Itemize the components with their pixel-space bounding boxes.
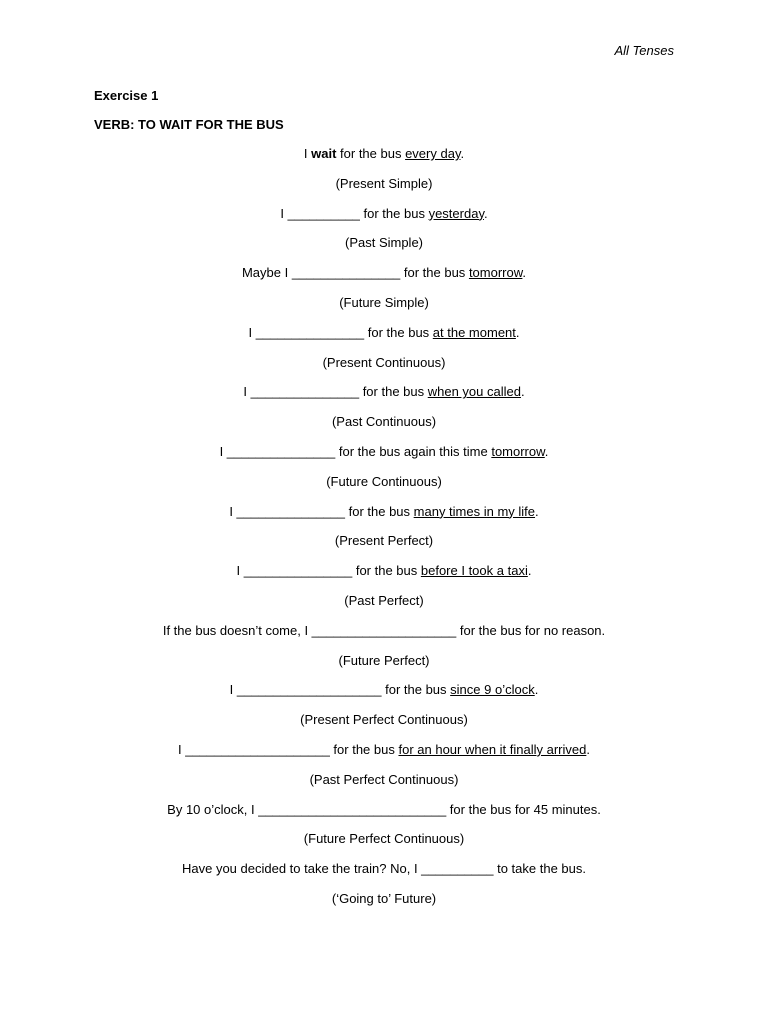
time-expression: since 9 o’clock (450, 682, 535, 698)
exercise-sentence (0, 146, 768, 176)
tense-label (0, 176, 768, 206)
sentence-text: for the bus (336, 146, 406, 161)
sentence-text: . (520, 384, 525, 400)
verb-heading: VERB: TO WAIT FOR THE BUS (94, 117, 284, 132)
sentence-text: I _______________ for the bus again this time (219, 443, 492, 459)
tense-label (0, 772, 768, 802)
tense-label (0, 891, 768, 921)
tense-label-text: (Past Perfect Continuous) (309, 771, 459, 787)
sentence-text: . (522, 265, 527, 281)
sentence-text: . (527, 563, 532, 579)
tense-label (0, 653, 768, 683)
exercise-sentence (0, 802, 768, 832)
sentence-text: . (534, 682, 539, 698)
tense-label (0, 593, 768, 623)
tense-label-text: (Past Perfect) (344, 592, 424, 608)
sentence-text: . (586, 741, 590, 757)
tense-label-text: (Future Continuous) (326, 473, 442, 489)
exercise-title: Exercise 1 (94, 88, 159, 103)
sentence-verb: wait (311, 146, 337, 161)
sentence-text: By 10 o’clock, I __________________________ for the bus for 45 minutes. (167, 801, 601, 817)
time-expression: when you called (427, 384, 521, 400)
sentence-text: I _______________ for the bus (236, 563, 421, 579)
sentence-text: . (535, 503, 539, 519)
time-expression: tomorrow (468, 265, 523, 281)
time-expression: yesterday (428, 205, 484, 221)
exercise-sentence (0, 563, 768, 593)
sentence-text: If the bus doesn’t come, I ____________________ for the bus for no reason. (162, 622, 606, 638)
tense-label (0, 533, 768, 563)
tense-label-text: (Present Simple) (335, 175, 433, 191)
sentence-text: . (460, 146, 465, 161)
time-expression: many times in my life (413, 503, 536, 519)
sentence-text: I ____________________ for the bus (178, 741, 399, 757)
exercise-sentence (0, 742, 768, 772)
exercise-sentence (0, 265, 768, 295)
exercise-sentence (0, 504, 768, 534)
tense-label-text: (Future Simple) (339, 294, 429, 310)
tense-label-text: (Future Perfect Continuous) (303, 831, 465, 847)
exercise-sentence (0, 325, 768, 355)
exercise-sentence (0, 682, 768, 712)
tense-label-text: (Present Perfect Continuous) (300, 712, 468, 728)
tense-label (0, 831, 768, 861)
sentence-text: I __________ for the bus (280, 205, 429, 221)
sentence-text: I (303, 146, 312, 161)
sentence-text: I ____________________ for the bus (229, 682, 451, 698)
tense-label-text: (Past Continuous) (331, 414, 437, 430)
exercise-lines (0, 146, 768, 921)
exercise-sentence (0, 206, 768, 236)
sentence-text: Have you decided to take the train? No, I __________ to take the bus. (181, 861, 586, 877)
sentence-text: I _______________ for the bus (229, 503, 414, 519)
time-expression: at the moment (432, 324, 516, 340)
tense-label-text: (Present Continuous) (322, 354, 446, 370)
tense-label-text: (Present Perfect) (334, 533, 434, 549)
time-expression: every day (405, 146, 461, 161)
header-label: All Tenses (614, 43, 674, 58)
tense-label (0, 712, 768, 742)
tense-label-text: (Past Simple) (344, 235, 424, 251)
tense-label (0, 474, 768, 504)
tense-label (0, 295, 768, 325)
tense-label (0, 235, 768, 265)
tense-label-text: (Future Perfect) (338, 652, 430, 668)
sentence-text: . (544, 443, 549, 459)
exercise-sentence (0, 861, 768, 891)
tense-label (0, 355, 768, 385)
time-expression: tomorrow (491, 443, 545, 459)
sentence-text: I _______________ for the bus (248, 324, 433, 340)
exercise-sentence (0, 384, 768, 414)
sentence-text: Maybe I _______________ for the bus (241, 265, 469, 281)
time-expression: for an hour when it finally arrived (398, 741, 587, 757)
exercise-sentence (0, 444, 768, 474)
tense-label (0, 414, 768, 444)
sentence-text: . (515, 324, 520, 340)
time-expression: before I took a taxi (420, 563, 528, 579)
sentence-text: I _______________ for the bus (243, 384, 428, 400)
sentence-text: . (483, 205, 488, 221)
tense-label-text: (‘Going to’ Future) (331, 890, 437, 906)
exercise-sentence (0, 623, 768, 653)
